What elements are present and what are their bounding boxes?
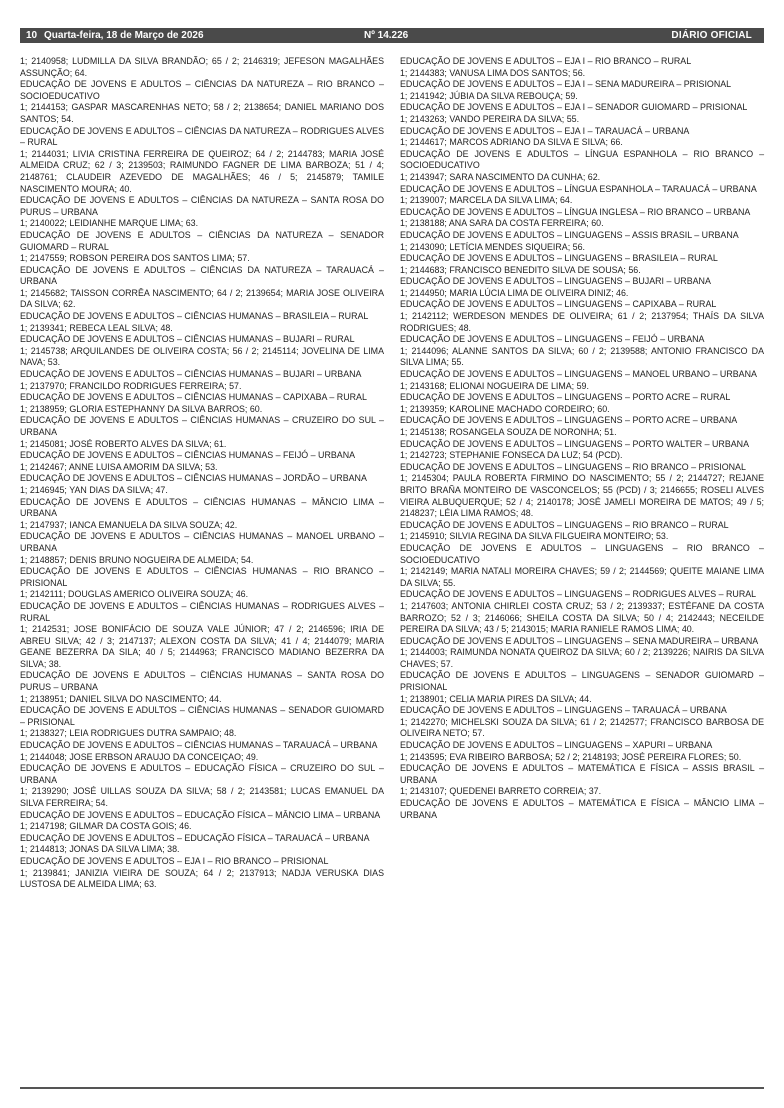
paragraph: EDUCAÇÃO DE JOVENS E ADULTOS – CIÊNCIAS HUMANAS – JORDÃO – URBANA [20, 473, 367, 484]
paragraph: EDUCAÇÃO DE JOVENS E ADULTOS – LÍNGUA ESPANHOLA – TARAUACÁ – URBANA [400, 183, 757, 194]
paragraph: EDUCAÇÃO DE JOVENS E ADULTOS – CIÊNCIAS DA NATUREZA – TARAUACÁ – URBANA [20, 264, 384, 287]
paragraph: EDUCAÇÃO DE JOVENS E ADULTOS – EDUCAÇÃO FÍSICA – MÂNCIO LIMA – URBANA [20, 809, 381, 820]
paragraph: 1; 2143595; EVA RIBEIRO BARBOSA; 52 / 2; 2148193; JOSÉ PEREIRA FLORES; 50. [400, 751, 742, 762]
paragraph: EDUCAÇÃO DE JOVENS E ADULTOS – LINGUAGENS – XAPURI – URBANA [400, 740, 713, 751]
paragraph: EDUCAÇÃO DE JOVENS E ADULTOS – CIÊNCIAS HUMANAS – TARAUACÁ – URBANA [20, 740, 378, 751]
paragraph: 1; 2138901; CELIA MARIA PIRES DA SILVA; 44. [400, 693, 592, 704]
paragraph: 1; 2139341; REBECA LEAL SILVA; 48. [20, 322, 173, 333]
paragraph: EDUCAÇÃO DE JOVENS E ADULTOS – LINGUAGENS – RIO BRANCO – SOCIOEDUCATIVO [400, 542, 764, 565]
paragraph: 1; 2143168; ELIONAI NOGUEIRA DE LIMA; 59. [400, 380, 589, 391]
paragraph: EDUCAÇÃO DE JOVENS E ADULTOS – LINGUAGENS – PORTO ACRE – RURAL [400, 392, 731, 403]
paragraph: 1; 2144617; MARCOS ADRIANO DA SILVA E SILVA; 66. [400, 137, 623, 148]
paragraph: EDUCAÇÃO DE JOVENS E ADULTOS – EDUCAÇÃO FÍSICA – TARAUACÁ – URBANA [20, 832, 370, 843]
paragraph: EDUCAÇÃO DE JOVENS E ADULTOS – LINGUAGENS – RIO BRANCO – RURAL [400, 519, 729, 530]
paragraph: EDUCAÇÃO DE JOVENS E ADULTOS – CIÊNCIAS HUMANAS – MANOEL URBANO – URBANA [20, 531, 384, 553]
page-number: 10 [26, 30, 38, 41]
paragraph: EDUCAÇÃO DE JOVENS E ADULTOS – CIÊNCIAS DA NATUREZA – RODRIGUES ALVES – RURAL [20, 125, 384, 148]
paragraph: EDUCAÇÃO DE JOVENS E ADULTOS – EJA I – TARAUACÁ – URBANA [400, 125, 690, 136]
paragraph: 1; 2145138; ROSANGELA SOUZA DE NORONHA; 51. [400, 427, 617, 437]
paragraph: EDUCAÇÃO DE JOVENS E ADULTOS – MATEMÁTICA E FÍSICA – ASSIS BRASIL – URBANA [400, 763, 764, 785]
paragraph: 1; 2139841; JANIZIA VIEIRA DE SOUZA; 64 / 2; 2137913; NADJA VERUSKA DIAS LUSTOSA DE ALMEIDA LIMA; 63. [20, 867, 384, 890]
paragraph: EDUCAÇÃO DE JOVENS E ADULTOS – CIÊNCIAS HUMANAS – SANTA ROSA DO PURUS – URBANA [20, 670, 384, 693]
paragraph: 1; 2147603; ANTONIA CHIRLEI COSTA CRUZ; 53 / 2; 2139337; ESTÉFANE DA COSTA BARROZO; 52 / 3; 2146066; SHEILA COSTA DA SILVA; 50 / 4; 2142443; NECEILDE PEREIRA DA SILVA; 43 / 5; 2143015; MARIA RANIELE RAMOS LIMA; 40. [400, 600, 764, 635]
publication-title: DIÁRIO OFICIAL [671, 30, 752, 41]
paragraph: 1; 2144813; JONAS DA SILVA LIMA; 38. [20, 844, 180, 855]
paragraph: 1; 2140958; LUDMILLA DA SILVA BRANDÃO; 65 / 2; 2146319; JEFESON MAGALHÃES ASSUNÇÃO; 64. [20, 56, 384, 78]
paragraph: 1; 2142270; MICHELSKI SOUZA DA SILVA; 61 / 2; 2142577; FRANCISCO BARBOSA DE OLIVEIRA NETO; 57. [400, 716, 764, 739]
right-column [400, 56, 764, 821]
paragraph: EDUCAÇÃO DE JOVENS E ADULTOS – LINGUAGENS – RODRIGUES ALVES – RURAL [400, 589, 757, 600]
paragraph: 1; 2144031; LIVIA CRISTINA FERREIRA DE QUEIROZ; 64 / 2; 2144783; MARIA JOSÉ ALMEIDA CRUZ; 62 / 3; 2139503; RAIMUNDO FAGNER DE LIMA BARBOZA; 51 / 4; 2148761; CLAUDEIR AZEVEDO DE MAGALHÃES; 46 / 5; 2145879; TAMILE NASCIMENTO MOURA; 40. [20, 148, 384, 194]
paragraph: 1; 2141942; JÚBIA DA SILVA REBOUÇA; 59. [400, 90, 578, 101]
paragraph: 1; 2140022; LEIDIANHE MARQUE LIMA; 63. [20, 218, 199, 229]
paragraph: EDUCAÇÃO DE JOVENS E ADULTOS – EJA I – RIO BRANCO – RURAL [400, 56, 692, 66]
paragraph: 1; 2143947; SARA NASCIMENTO DA CUNHA; 62. [400, 171, 601, 182]
paragraph: EDUCAÇÃO DE JOVENS E ADULTOS – LÍNGUA INGLESA – RIO BRANCO – URBANA [400, 206, 751, 217]
paragraph: EDUCAÇÃO DE JOVENS E ADULTOS – LINGUAGENS – RIO BRANCO – PRISIONAL [400, 461, 746, 472]
paragraph: EDUCAÇÃO DE JOVENS E ADULTOS – EJA I – RIO BRANCO – PRISIONAL [20, 855, 329, 866]
paragraph: 1; 2144683; FRANCISCO BENEDITO SILVA DE SOUSA; 56. [400, 264, 641, 275]
paragraph: EDUCAÇÃO DE JOVENS E ADULTOS – LÍNGUA ESPANHOLA – RIO BRANCO – SOCIOEDUCATIVO [400, 148, 764, 171]
paragraph: EDUCAÇÃO DE JOVENS E ADULTOS – CIÊNCIAS HUMANAS – SENADOR GUIOMARD – PRISIONAL [20, 705, 384, 727]
left-column [20, 56, 384, 891]
paragraph: 1; 2147198; GILMAR DA COSTA GOIS; 46. [20, 821, 192, 832]
paragraph: 1; 2147559; ROBSON PEREIRA DOS SANTOS LIMA; 57. [20, 253, 250, 264]
paragraph: 1; 2142111; DOUGLAS AMERICO OLIVEIRA SOUZA; 46. [20, 589, 249, 600]
paragraph: EDUCAÇÃO DE JOVENS E ADULTOS – LINGUAGENS – PORTO WALTER – URBANA [400, 438, 750, 449]
paragraph: 1; 2138188; ANA SARA DA COSTA FERREIRA; 60. [400, 218, 604, 229]
document-body [20, 56, 764, 1082]
paragraph: EDUCAÇÃO DE JOVENS E ADULTOS – LINGUAGENS – PORTO ACRE – URBANA [400, 415, 738, 426]
paragraph: EDUCAÇÃO DE JOVENS E ADULTOS – LINGUAGENS – SENADOR GUIOMARD – PRISIONAL [400, 670, 764, 693]
paragraph: EDUCAÇÃO DE JOVENS E ADULTOS – LINGUAGENS – BRASILEIA – RURAL [400, 253, 718, 264]
paragraph: 1; 2139007; MARCELA DA SILVA LIMA; 64. [400, 195, 573, 206]
paragraph: EDUCAÇÃO DE JOVENS E ADULTOS – CIÊNCIAS DA NATUREZA – SENADOR GUIOMARD – RURAL [20, 229, 384, 252]
paragraph: 1; 2142531; JOSE BONIFÁCIO DE SOUZA VALE JÚNIOR; 47 / 2; 2146596; IRIA DE ABREU SILVA; 42 / 3; 2147137; ALEXON COSTA DA SILVA; 41 / 4; 2144079; MARIA GEANE BEZERRA DA SILA; 40 / 5; 2144963; FRANCISCO MADIANO BEZERRA DA SILVA; 38. [20, 624, 384, 669]
paragraph: EDUCAÇÃO DE JOVENS E ADULTOS – CIÊNCIAS HUMANAS – BUJARI – RURAL [20, 334, 355, 345]
paragraph: EDUCAÇÃO DE JOVENS E ADULTOS – CIÊNCIAS HUMANAS – BRASILEIA – RURAL [20, 311, 369, 322]
paragraph: 1; 2139359; KAROLINE MACHADO CORDEIRO; 60. [400, 403, 610, 414]
paragraph: 1; 2144048; JOSE ERBSON ARAUJO DA CONCEIÇAO; 49. [20, 751, 259, 762]
paragraph: EDUCAÇÃO DE JOVENS E ADULTOS – LINGUAGENS – SENA MADUREIRA – URBANA [400, 635, 759, 646]
footer-rule [20, 1087, 764, 1089]
paragraph: EDUCAÇÃO DE JOVENS E ADULTOS – CIÊNCIAS DA NATUREZA – RIO BRANCO – SOCIOEDUCATIVO [20, 79, 384, 101]
paragraph: 1; 2145910; SILVIA REGINA DA SILVA FILGUEIRA MONTEIRO; 53. [400, 531, 669, 542]
paragraph: 1; 2143090; LETÍCIA MENDES SIQUEIRA; 56. [400, 241, 585, 252]
paragraph: EDUCAÇÃO DE JOVENS E ADULTOS – LINGUAGENS – MANOEL URBANO – URBANA [400, 369, 757, 380]
paragraph: 1; 2146945; YAN DIAS DA SILVA; 47. [20, 484, 168, 495]
paragraph: 1; 2137970; FRANCILDO RODRIGUES FERREIRA; 57. [20, 380, 242, 391]
paragraph: 1; 2145682; TAISSON CORRÊA NASCIMENTO; 64 / 2; 2139654; MARIA JOSE OLIVEIRA DA SILVA; 62. [20, 287, 384, 310]
paragraph: EDUCAÇÃO DE JOVENS E ADULTOS – CIÊNCIAS HUMANAS – RODRIGUES ALVES – RURAL [20, 600, 384, 623]
paragraph: EDUCAÇÃO DE JOVENS E ADULTOS – CIÊNCIAS HUMANAS – FEIJÓ – URBANA [20, 450, 356, 461]
paragraph: 1; 2144153; GASPAR MASCARENHAS NETO; 58 / 2; 2138654; DANIEL MARIANO DOS SANTOS; 54. [20, 102, 384, 124]
paragraph: EDUCAÇÃO DE JOVENS E ADULTOS – LINGUAGENS – ASSIS BRASIL – URBANA [400, 229, 739, 240]
paragraph: 1; 2143263; VANDO PEREIRA DA SILVA; 55. [400, 113, 580, 124]
page-header [20, 28, 764, 43]
paragraph: 1; 2142467; ANNE LUISA AMORIM DA SILVA; 53. [20, 461, 218, 472]
paragraph: EDUCAÇÃO DE JOVENS E ADULTOS – LINGUAGENS – BUJARI – URBANA [400, 276, 711, 287]
paragraph: 1; 2142723; STEPHANIE FONSECA DA LUZ; 54 (PCD). [400, 450, 623, 461]
paragraph: EDUCAÇÃO DE JOVENS E ADULTOS – CIÊNCIAS HUMANAS – CAPIXABA – RURAL [20, 392, 367, 403]
paragraph: EDUCAÇÃO DE JOVENS E ADULTOS – LINGUAGENS – FEIJÓ – URBANA [400, 334, 705, 345]
paragraph: 1; 2138959; GLORIA ESTEPHANNY DA SILVA BARROS; 60. [20, 403, 263, 414]
paragraph: 1; 2138951; DANIEL SILVA DO NASCIMENTO; 44. [20, 693, 222, 704]
paragraph: 1; 2147937; IANCA EMANUELA DA SILVA SOUZA; 42. [20, 519, 238, 530]
paragraph: EDUCAÇÃO DE JOVENS E ADULTOS – LINGUAGENS – CAPIXABA – RURAL [400, 299, 717, 310]
paragraph: EDUCAÇÃO DE JOVENS E ADULTOS – EJA I – SENA MADUREIRA – PRISIONAL [400, 79, 732, 90]
paragraph: 1; 2145738; ARQUILANDES DE OLIVEIRA COSTA; 56 / 2; 2145114; JOVELINA DE LIMA NAVA; 53. [20, 345, 384, 368]
paragraph: EDUCAÇÃO DE JOVENS E ADULTOS – MATEMÁTICA E FÍSICA – MÂNCIO LIMA – URBANA [400, 798, 764, 820]
header-date: Quarta-feira, 18 de Março de 2026 [44, 30, 204, 41]
issue-number: Nº 14.226 [364, 30, 409, 41]
paragraph: 1; 2142112; WERDESON MENDES DE OLIVEIRA; 61 / 2; 2137954; THAÍS DA SILVA RODRIGUES; 48. [400, 311, 764, 333]
paragraph: 1; 2144003; RAIMUNDA NONATA QUEIROZ DA SILVA; 60 / 2; 2139226; NAIRIS DA SILVA CHAVES; 57. [400, 647, 764, 669]
paragraph: EDUCAÇÃO DE JOVENS E ADULTOS – CIÊNCIAS HUMANAS – CRUZEIRO DO SUL – URBANA [20, 415, 384, 437]
paragraph: EDUCAÇÃO DE JOVENS E ADULTOS – CIÊNCIAS HUMANAS – MÂNCIO LIMA – URBANA [20, 496, 384, 519]
paragraph: 1; 2144096; ALANNE SANTOS DA SILVA; 60 / 2; 2139588; ANTONIO FRANCISCO DA SILVA LIMA; 55. [400, 345, 764, 368]
paragraph: 1; 2145081; JOSÉ ROBERTO ALVES DA SILVA; 61. [20, 438, 227, 449]
paragraph: EDUCAÇÃO DE JOVENS E ADULTOS – CIÊNCIAS HUMANAS – RIO BRANCO – PRISIONAL [20, 566, 384, 588]
paragraph: EDUCAÇÃO DE JOVENS E ADULTOS – CIÊNCIAS DA NATUREZA – SANTA ROSA DO PURUS – URBANA [20, 195, 384, 217]
paragraph: EDUCAÇÃO DE JOVENS E ADULTOS – LINGUAGENS – TARAUACÁ – URBANA [400, 705, 727, 716]
paragraph: 1; 2144950; MARIA LÚCIA LIMA DE OLIVEIRA DINIZ; 46. [400, 287, 629, 298]
paragraph: 1; 2139290; JOSÉ UILLAS SOUZA DA SILVA; 58 / 2; 2143581; LUCAS EMANUEL DA SILVA FERREIRA; 54. [20, 786, 384, 808]
paragraph: EDUCAÇÃO DE JOVENS E ADULTOS – EJA I – SENADOR GUIOMARD – PRISIONAL [400, 102, 748, 113]
paragraph: 1; 2144383; VANUSA LIMA DOS SANTOS; 56. [400, 67, 586, 78]
paragraph: 1; 2148857; DENIS BRUNO NOGUEIRA DE ALMEIDA; 54. [20, 554, 254, 565]
paragraph: 1; 2145304; PAULA ROBERTA FIRMINO DO NASCIMENTO; 55 / 2; 2144727; REJANE BRITO BRAÑA MONTEIRO DE VASCONCELOS; 55 (PCD) / 3; 2146655; ROSELI ALVES VIEIRA ALBUQUERQUE; 52 / 4; 2140178; JOSÉ JAMELI MOREIRA DE MATOS; 49 / 5; 2148237; LÉIA LIMA RAMOS; 48. [400, 473, 764, 519]
paragraph: 1; 2142149; MARIA NATALI MOREIRA CHAVES; 59 / 2; 2144569; QUEITE MAIANE LIMA DA SILVA; 55. [400, 566, 764, 588]
paragraph: 1; 2143107; QUEDENEI BARRETO CORREIA; 37. [400, 786, 602, 797]
paragraph: EDUCAÇÃO DE JOVENS E ADULTOS – EDUCAÇÃO FÍSICA – CRUZEIRO DO SUL – URBANA [20, 763, 384, 785]
paragraph: 1; 2138327; LEIA RODRIGUES DUTRA SAMPAIO; 48. [20, 728, 237, 739]
paragraph: EDUCAÇÃO DE JOVENS E ADULTOS – CIÊNCIAS HUMANAS – BUJARI – URBANA [20, 369, 362, 380]
